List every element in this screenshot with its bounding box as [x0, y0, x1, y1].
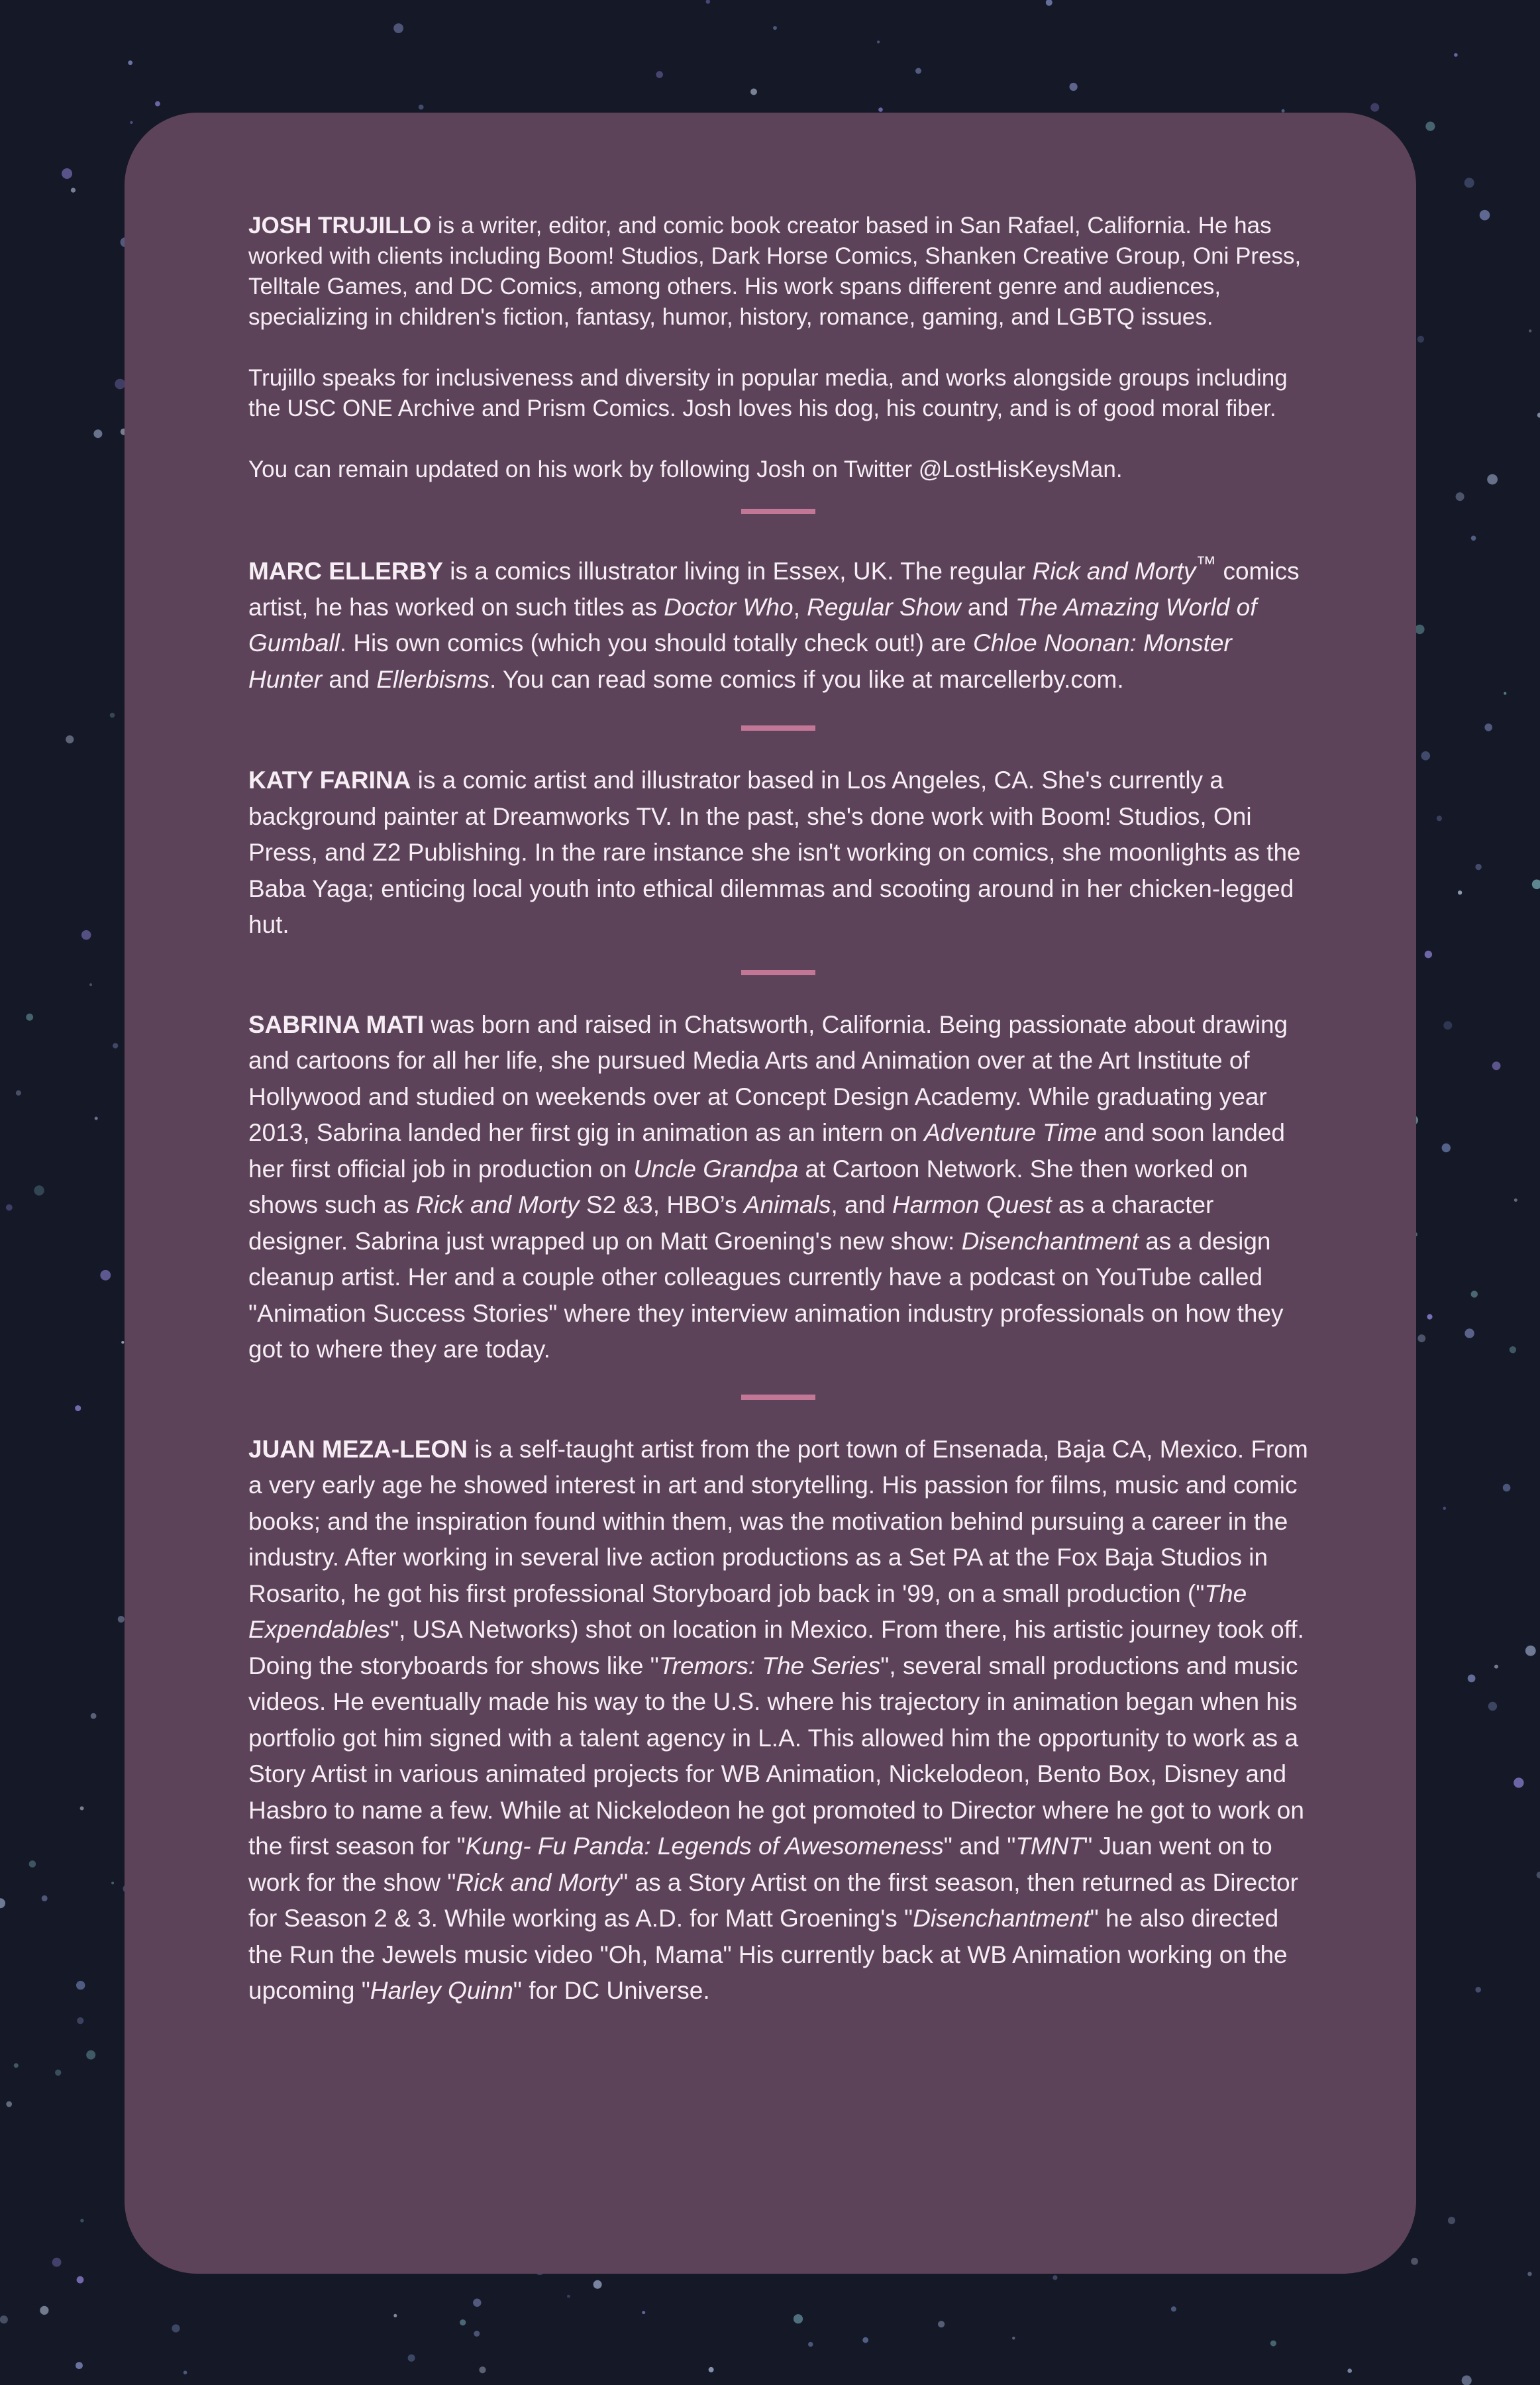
star-dot	[121, 1341, 124, 1344]
star-dot	[915, 68, 921, 74]
star-dot	[80, 2219, 84, 2223]
star-dot	[1070, 83, 1078, 91]
star-dot	[938, 2321, 945, 2327]
star-dot	[1411, 2258, 1418, 2265]
bio-paragraph: SABRINA MATI was born and raised in Chatsworth, California. Being passionate about drawing and cartoons for all her life, she pursued Media Arts and Animation over at the Art Institute of Hollywood and studied on weekends over at Concept Design Academy. While graduating year 2013, Sabrina landed her first gig in animation as an intern on Adventure Time and soon landed her first official job in production on Uncle Grandpa at Cartoon Network. She then worked on shows such as Rick and Morty S2 &3, HBO’s Animals, and Harmon Quest as a character designer. Sabrina just wrapped up on Matt Groening's new show: Disenchantment as a design cleanup artist. Her and a couple other colleagues currently have a podcast on YouTube called "Animation Success Stories" where they interview animation industry professionals on how they got to where they are today.	[248, 1010, 1288, 1363]
bio-paragraph: Trujillo speaks for inclusiveness and diversity in popular media, and works alongside groups including the USC ONE Archive and Prism Comics. Josh loves his dog, his country, and is of good moral fiber.	[248, 365, 1288, 421]
star-dot	[130, 121, 132, 124]
star-dot	[1510, 1346, 1516, 1353]
star-dot	[76, 2362, 83, 2369]
star-dot	[1417, 336, 1424, 343]
star-dot	[1475, 864, 1481, 870]
bio-paragraph: MARC ELLERBY is a comics illustrator living in Essex, UK. The regular Rick and Morty™ comics artist, he has worked on such titles as Doctor Who, Regular Show and The Amazing World of Gumball. His own comics (which you should totally check out!) are Chloe Noonan: Monster Hunter and Ellerbisms. You can read some comics if you like at marcellerby.com.	[248, 552, 1300, 693]
star-dot	[1504, 692, 1506, 695]
star-dot	[1471, 1291, 1478, 1297]
star-dot	[1462, 2376, 1472, 2385]
star-dot	[1475, 1987, 1481, 1993]
star-dot	[408, 2355, 415, 2362]
creator-name: KATY FARINA	[248, 767, 411, 794]
star-dot	[1471, 536, 1476, 541]
star-dot	[1525, 1646, 1536, 1656]
star-dot	[593, 2280, 602, 2289]
star-dot	[1468, 1675, 1476, 1683]
star-dot	[111, 1882, 114, 1884]
bio-josh-trujillo	[248, 211, 1308, 485]
star-dot	[479, 2366, 486, 2373]
star-dot	[52, 2258, 62, 2267]
star-dot	[34, 1185, 44, 1195]
star-dot	[1503, 1484, 1511, 1492]
star-dot	[878, 107, 883, 112]
star-dot	[1537, 1872, 1540, 1878]
star-dot	[1442, 1143, 1451, 1152]
star-dot	[1492, 1061, 1501, 1070]
star-dot	[55, 2070, 61, 2076]
star-dot	[474, 2331, 480, 2337]
star-dot	[1437, 816, 1442, 821]
star-dot	[1171, 2306, 1176, 2311]
creator-name: JOSH TRUJILLO	[248, 213, 432, 238]
star-dot	[42, 1895, 48, 1901]
star-dot	[1537, 413, 1540, 418]
star-dot	[110, 713, 115, 718]
bio-content	[248, 211, 1308, 2009]
star-dot	[1415, 625, 1424, 634]
bio-marc-ellerby	[248, 546, 1308, 698]
star-dot	[1480, 210, 1490, 221]
star-dot	[1046, 0, 1052, 6]
star-dot	[1458, 890, 1462, 894]
star-dot	[0, 1898, 5, 1908]
star-dot	[14, 2063, 19, 2068]
star-dot	[100, 1270, 111, 1281]
star-dot	[95, 1117, 98, 1120]
star-dot	[642, 2311, 645, 2314]
bio-paragraph: You can remain updated on his work by following Josh on Twitter @LostHisKeysMan.	[248, 456, 1123, 482]
star-dot	[1494, 1665, 1498, 1669]
section-divider	[741, 725, 815, 731]
creator-name: SABRINA MATI	[248, 1010, 425, 1038]
star-dot	[93, 429, 102, 438]
star-dot	[750, 89, 757, 95]
star-dot	[77, 2276, 84, 2284]
star-dot	[155, 101, 160, 107]
star-dot	[113, 1043, 118, 1048]
star-dot	[1488, 1702, 1497, 1711]
star-dot	[1464, 1328, 1474, 1338]
star-dot	[1052, 2275, 1057, 2280]
star-dot	[76, 1981, 85, 1989]
star-dot	[1456, 492, 1464, 501]
bio-paragraph: JUAN MEZA-LEON is a self-taught artist from the port town of Ensenada, Baja CA, Mexico. From a very early age he showed interest in art and storytelling. His passion for films, music and comic books; and the inspiration found within them, was the motivation behind pursuing a career in the industry. After working in several live action productions as a Set PA at the Fox Baja Studios in Rosarito, he got his first professional Storyboard job back in '99, on a small production ("The Expendables", USA Networks) shot on location in Mexico. From there, his artistic journey took off. Doing the storyboards for shows like "Tremors: The Series", several small productions and music videos. He eventually made his way to the U.S. where his trajectory in animation began when his portfolio got him signed with a talent agency in L.A. This allowed him the opportunity to work as a Story Artist in various animated projects for WB Animation, Nickelodeon, Bento Box, Disney and Hasbro to name a few. While at Nickelodeon he got promoted to Director where he got to work on the first season for "Kung- Fu Panda: Legends of Awesomeness" and "TMNT" Juan went on to work for the show "Rick and Morty" as a Story Artist on the first season, then returned as Director for Season 2 & 3. While working as A.D. for Matt Groening's "Disenchantment" he also directed the Run the Jewels music video "Oh, Mama" His currently back at WB Animation working on the upcoming "Harley Quinn" for DC Universe.	[248, 1435, 1308, 2005]
star-dot	[1443, 1507, 1447, 1510]
section-divider	[741, 509, 815, 514]
star-dot	[1527, 2272, 1531, 2276]
star-dot	[183, 2370, 187, 2374]
star-dot	[1427, 1314, 1432, 1320]
star-dot	[1370, 103, 1379, 112]
star-dot	[1425, 951, 1432, 958]
star-dot	[75, 1405, 81, 1411]
star-dot	[1417, 1334, 1425, 1342]
star-dot	[89, 983, 92, 986]
star-dot	[1012, 2337, 1015, 2339]
star-dot	[29, 1860, 36, 1868]
star-dot	[656, 71, 663, 78]
star-dot	[808, 2342, 813, 2347]
star-dot	[77, 2017, 83, 2024]
bio-paragraph: JOSH TRUJILLO is a writer, editor, and comic book creator based in San Rafael, California. He has worked with clients including Boom! Studios, Dark Horse Comics, Shanken Creative Group, Oni Press, Telltale Games, and DC Comics, among others. His work spans different genre and audiences, specializing in children's fiction, fantasy, humor, history, romance, gaming, and LGBTQ issues.	[248, 213, 1302, 330]
creator-name: JUAN MEZA-LEON	[248, 1435, 468, 1463]
star-dot	[567, 2295, 570, 2298]
star-dot	[773, 26, 777, 30]
star-dot	[115, 379, 125, 390]
star-dot	[1514, 1198, 1517, 1202]
star-dot	[172, 2324, 180, 2332]
star-dot	[128, 60, 132, 65]
star-dot	[118, 1616, 125, 1622]
star-dot	[460, 2319, 466, 2325]
star-dot	[1270, 2341, 1276, 2347]
star-dot	[1464, 178, 1474, 187]
star-dot	[1425, 122, 1435, 131]
star-dot	[1514, 1777, 1523, 1787]
star-dot	[706, 0, 711, 4]
star-dot	[877, 40, 880, 43]
star-dot	[1347, 2368, 1352, 2373]
bio-katy-farina	[248, 763, 1308, 943]
star-dot	[1448, 2217, 1455, 2224]
star-dot	[1484, 723, 1492, 731]
star-dot	[86, 2050, 95, 2060]
star-dot	[91, 1713, 97, 1719]
star-dot	[62, 168, 72, 179]
star-dot	[862, 2337, 868, 2343]
star-dot	[6, 1204, 13, 1211]
star-dot	[1421, 751, 1431, 761]
star-dot	[1529, 329, 1531, 332]
star-dot	[81, 930, 91, 940]
star-dot	[0, 2315, 8, 2323]
bio-juan-meza-leon	[248, 1432, 1308, 2009]
star-dot	[80, 1807, 84, 1811]
star-dot	[1532, 880, 1540, 890]
bio-sabrina-mati	[248, 1007, 1308, 1368]
star-dot	[1454, 53, 1458, 57]
star-dot	[66, 735, 74, 743]
star-dot	[393, 2314, 397, 2317]
section-divider	[741, 1395, 815, 1400]
star-dot	[419, 105, 424, 110]
star-dot	[393, 23, 403, 33]
star-dot	[709, 2367, 714, 2372]
star-dot	[71, 188, 76, 193]
creator-name: MARC ELLERBY	[248, 557, 443, 585]
star-dot	[1443, 1021, 1452, 1030]
bio-paragraph: KATY FARINA is a comic artist and illustrator based in Los Angeles, CA. She's currently a background painter at Dreamworks TV. In the past, she's done work with Boom! Studios, Oni Press, and Z2 Publishing. In the rare instance she isn't working on comics, she moonlights as the Baba Yaga; enticing local youth into ethical dilemmas and scooting around in her chicken-legged hut.	[248, 767, 1301, 939]
star-dot	[794, 2314, 803, 2323]
star-dot	[40, 2306, 48, 2315]
star-dot	[1487, 474, 1498, 485]
star-dot	[26, 1014, 33, 1021]
star-dot	[16, 1090, 21, 1096]
star-dot	[473, 2299, 481, 2307]
star-dot	[6, 2101, 12, 2107]
section-divider	[741, 970, 815, 975]
